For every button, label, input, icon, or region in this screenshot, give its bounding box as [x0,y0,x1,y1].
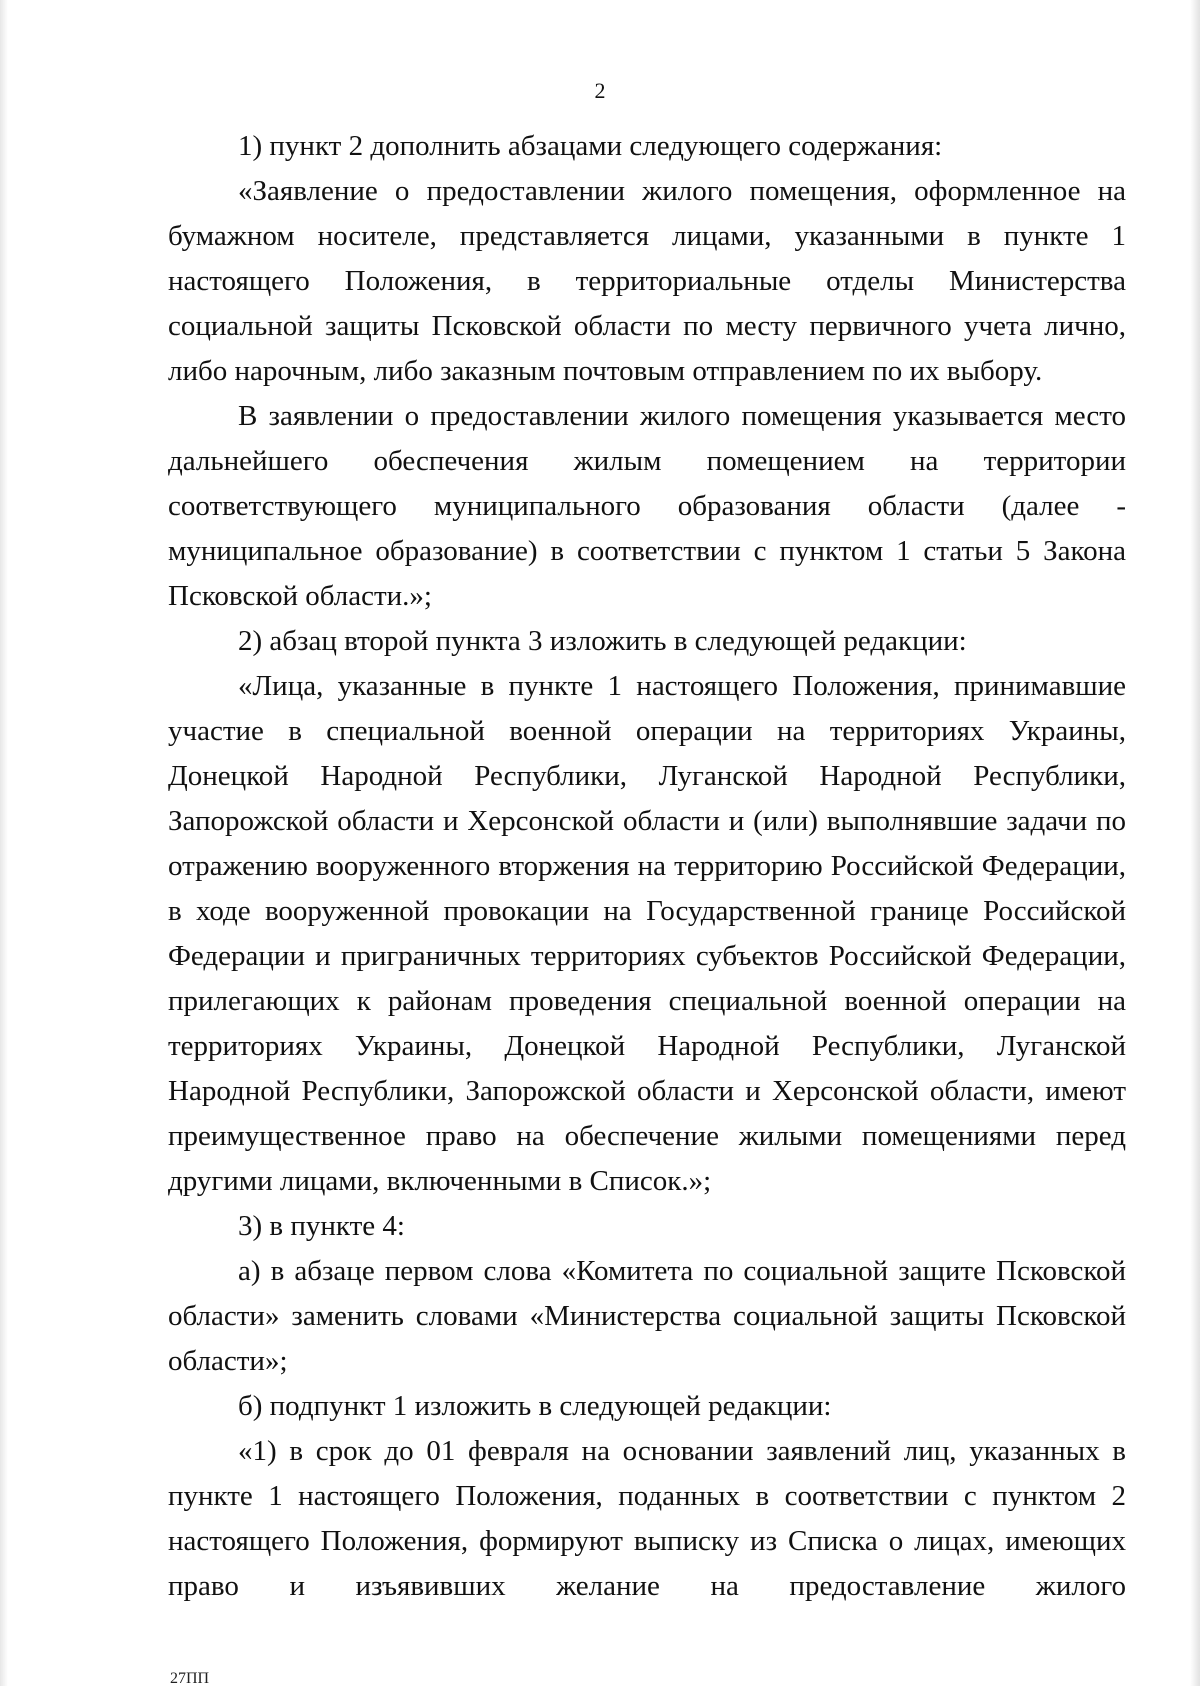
paragraph-8: б) подпункт 1 изложить в следующей редакции: [238,1390,832,1422]
page-number: 2 [594,78,606,103]
paragraph-9: «1) в срок до 01 февраля на основании заявлений лиц, указанных в пункте 1 настоящего Положения, поданных в соответствии с пунктом 2 настоящего Положения, формируют выписку из Списка о лицах, имеющих право и изъявивших желание на предоставление жилого [168,1435,1126,1602]
paragraph-1: 1) пункт 2 дополнить абзацами следующего содержания: [238,130,943,162]
paragraph-6: 3) в пункте 4: [238,1210,405,1242]
scan-edge-left [0,0,8,1686]
document-body [168,124,1126,1609]
footer-code: 27ПП [170,1670,210,1687]
scan-edge-right [1190,0,1200,1686]
paragraph-5: «Лица, указанные в пункте 1 настоящего Положения, принимавшие участие в специальной военной операции на территориях Украины, Донецкой Народной Республики, Луганской Народной Республики, Запорожской области и Херсонской области и (или) выполнявшие задачи по отражению вооруженного вторжения на территорию Российской Федерации, в ходе вооруженной провокации на Государственной границе Российской Федерации и приграничных территориях субъектов Российской Федерации, прилегающих к районам проведения специальной военной операции на территориях Украины, Донецкой Народной Республики, Луганской Народной Республики, Запорожской области и Херсонской области, имеют преимущественное право на обеспечение жилыми помещениями перед другими лицами, включенными в Список.»; [168,670,1126,1197]
paragraph-4: 2) абзац второй пункта 3 изложить в следующей редакции: [238,625,967,657]
paragraph-7: а) в абзаце первом слова «Комитета по социальной защите Псковской области» заменить словами «Министерства социальной защиты Псковской области»; [168,1255,1126,1377]
paragraph-2: «Заявление о предоставлении жилого помещения, оформленное на бумажном носителе, представляется лицами, указанными в пункте 1 настоящего Положения, в территориальные отделы Министерства социальной защиты Псковской области по месту первичного учета лично, либо нарочным, либо заказным почтовым отправлением по их выбору. [168,175,1126,387]
paragraph-3: В заявлении о предоставлении жилого помещения указывается место дальнейшего обеспечения жилым помещением на территории соответствующего муниципального образования области (далее - муниципальное образование) в соответствии с пунктом 1 статьи 5 Закона Псковской области.»; [168,400,1126,612]
